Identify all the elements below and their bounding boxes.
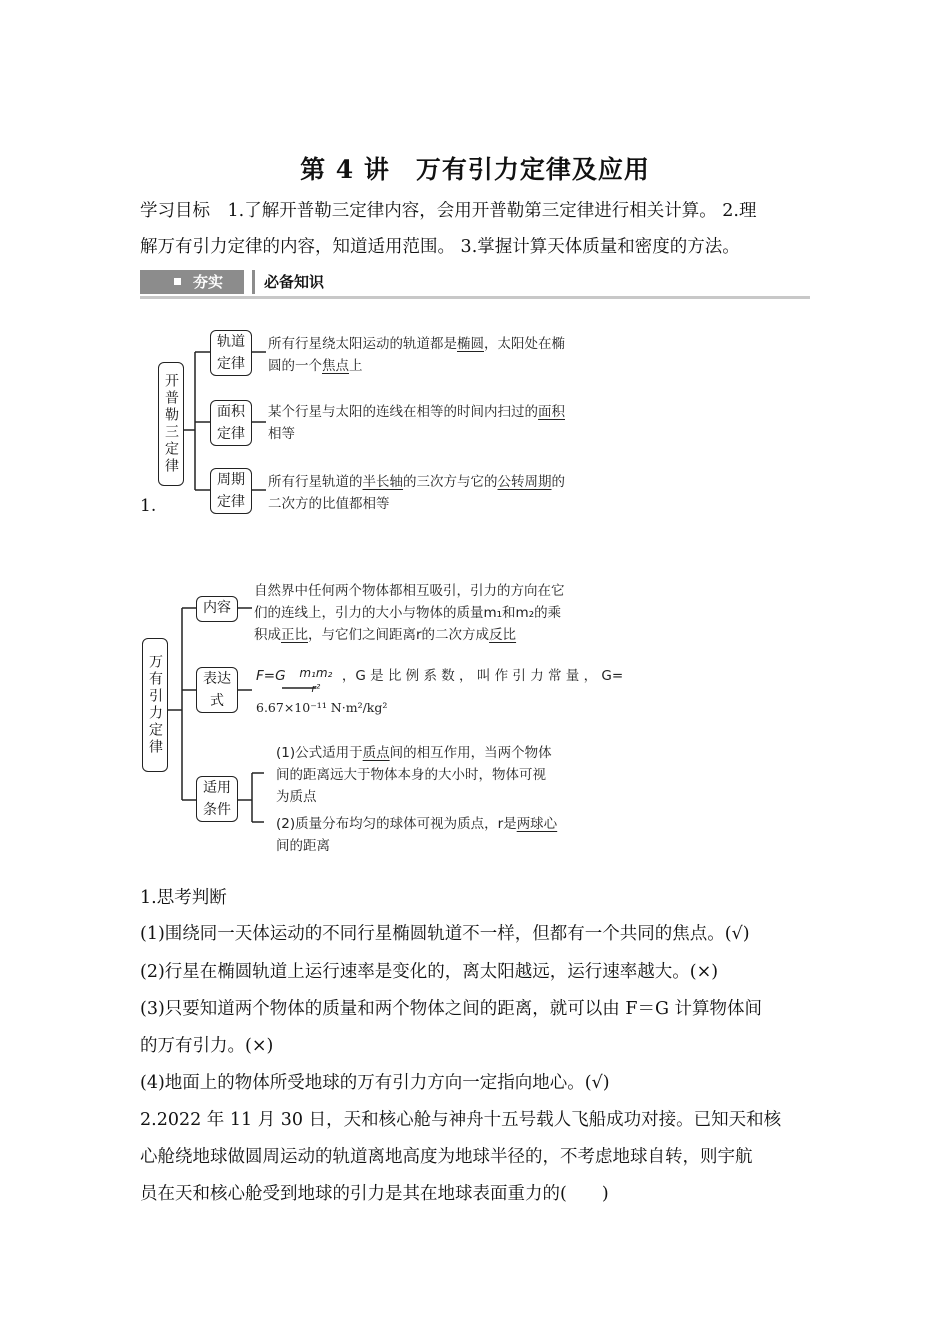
question-3-line-2: 的万有引力。(×) (140, 1036, 274, 1056)
area-law-box: 面积定律 (210, 400, 252, 446)
section-heading: 必备知识 (252, 270, 812, 294)
area-law-text (268, 401, 638, 445)
formula-denominator: r² (311, 682, 321, 695)
kepler-diagram (140, 330, 640, 520)
content-text (254, 580, 634, 646)
section-bar (140, 270, 810, 296)
orbit-law-text (268, 333, 638, 377)
judgement-heading: 1.思考判断 (140, 888, 227, 908)
period-law-text (268, 471, 638, 515)
problem-2-line-2: 心舱绕地球做圆周运动的轨道离地高度为地球半径的，不考虑地球自转，则宇航 (140, 1147, 753, 1167)
problem-2-line-1: 2.2022 年 11 月 30 日，天和核心舱与神舟十五号载人飞船成功对接。已知天和核 (140, 1110, 782, 1130)
section-tag-label: 夯实 (193, 273, 224, 291)
period-law-text-b: 的三次方与它的 (403, 474, 498, 490)
question-4: (4)地面上的物体所受地球的万有引力方向一定指向地心。(√) (140, 1073, 610, 1093)
kepler-root-box: 开普勒三定律 (158, 362, 184, 486)
orbit-law-text-a: 所有行星绕太阳运动的轨道都是 (268, 336, 457, 352)
formula-numerator: m₁m₂ (299, 666, 333, 680)
condition-2-a: (2)质量分布均匀的球体可视为质点，r是 (276, 816, 517, 832)
section-tag (140, 270, 244, 294)
expression-formula (256, 665, 636, 719)
question-1: (1)围绕同一天体运动的不同行星椭圆轨道不一样，但都有一个共同的焦点。(√) (140, 924, 750, 944)
objectives-line-2: 解万有引力定律的内容，知道适用范围。 3.掌握计算天体质量和密度的方法。 (140, 237, 740, 257)
condition-2-text (276, 813, 636, 857)
expression-box: 表达式 (196, 667, 238, 713)
area-law-blank-1: 面积 (538, 404, 565, 420)
area-law-text-a: 某个行星与太阳的连线在相等的时间内扫过的 (268, 404, 538, 420)
period-law-box: 周期定律 (210, 468, 252, 514)
orbit-law-line2-a: 圆的一个 (268, 358, 322, 374)
gravitation-diagram (140, 578, 640, 858)
question-3-line-1: (3)只要知道两个物体的质量和两个物体之间的距离，就可以由 F＝G 计算物体间 (140, 999, 763, 1019)
problem-2-line-3: 员在天和核心舱受到地球的引力是其在地球表面重力的( ) (140, 1184, 609, 1204)
period-law-text-a: 所有行星轨道的 (268, 474, 363, 490)
content-line-3-a: 积成 (254, 627, 281, 643)
condition-1-b: 间的相互作用，当两个物体 (389, 745, 552, 761)
square-icon (174, 278, 181, 285)
period-law-blank-2: 公转周期 (497, 474, 552, 490)
content-blank-2: 反比 (489, 627, 517, 643)
conditions-box: 适用条件 (196, 776, 238, 822)
kepler-number: 1. (140, 496, 157, 516)
question-2: (2)行星在椭圆轨道上运行速率是变化的，离太阳越远，运行速率越大。(×) (140, 962, 719, 982)
condition-1-line-2: 间的距离远大于物体本身的大小时，物体可视 (276, 767, 546, 783)
content-line-2: 们的连线上，引力的大小与物体的质量m₁和m₂的乘 (254, 605, 562, 621)
gravitational-constant: 6.67×10⁻¹¹ N·m²/kg² (256, 700, 388, 715)
formula-rest: ，G 是 比 例 系 数 ， 叫 作 引 力 常 量 ， G= (341, 668, 624, 684)
period-law-line2: 二次方的比值都相等 (268, 496, 390, 512)
formula-lhs: F=G (256, 668, 286, 684)
condition-1-line-3: 为质点 (276, 789, 317, 805)
gravitation-root-box: 万有引力定律 (142, 638, 168, 772)
section-rule (140, 296, 810, 299)
period-law-text-c: 的 (551, 474, 565, 490)
period-law-blank-1: 半长轴 (362, 474, 403, 490)
condition-1-text (276, 742, 636, 808)
orbit-law-blank-1: 椭圆 (457, 336, 484, 352)
content-line-3-b: ，与它们之间距离r的二次方成 (308, 627, 490, 643)
condition-1-blank: 质点 (362, 745, 390, 761)
orbit-law-blank-2: 焦点 (322, 358, 349, 374)
condition-2-line-2: 间的距离 (276, 838, 330, 854)
orbit-law-text-b: ，太阳处在椭 (484, 336, 565, 352)
orbit-law-box: 轨道定律 (210, 330, 252, 376)
orbit-law-line2-b: 上 (349, 358, 363, 374)
area-law-line2: 相等 (268, 426, 295, 442)
condition-2-blank: 两球心 (516, 816, 558, 832)
content-line-1: 自然界中任何两个物体都相互吸引，引力的方向在它 (254, 583, 565, 599)
objectives-line-1: 学习目标 1.了解开普勒三定律内容，会用开普勒第三定律进行相关计算。 2.理 (140, 201, 757, 221)
formula-fraction (290, 665, 342, 697)
page-title: 第 4 讲 万有引力定律及应用 (300, 155, 650, 184)
content-blank-1: 正比 (281, 627, 308, 643)
condition-1-a: (1)公式适用于 (276, 745, 363, 761)
content-box: 内容 (196, 596, 238, 622)
